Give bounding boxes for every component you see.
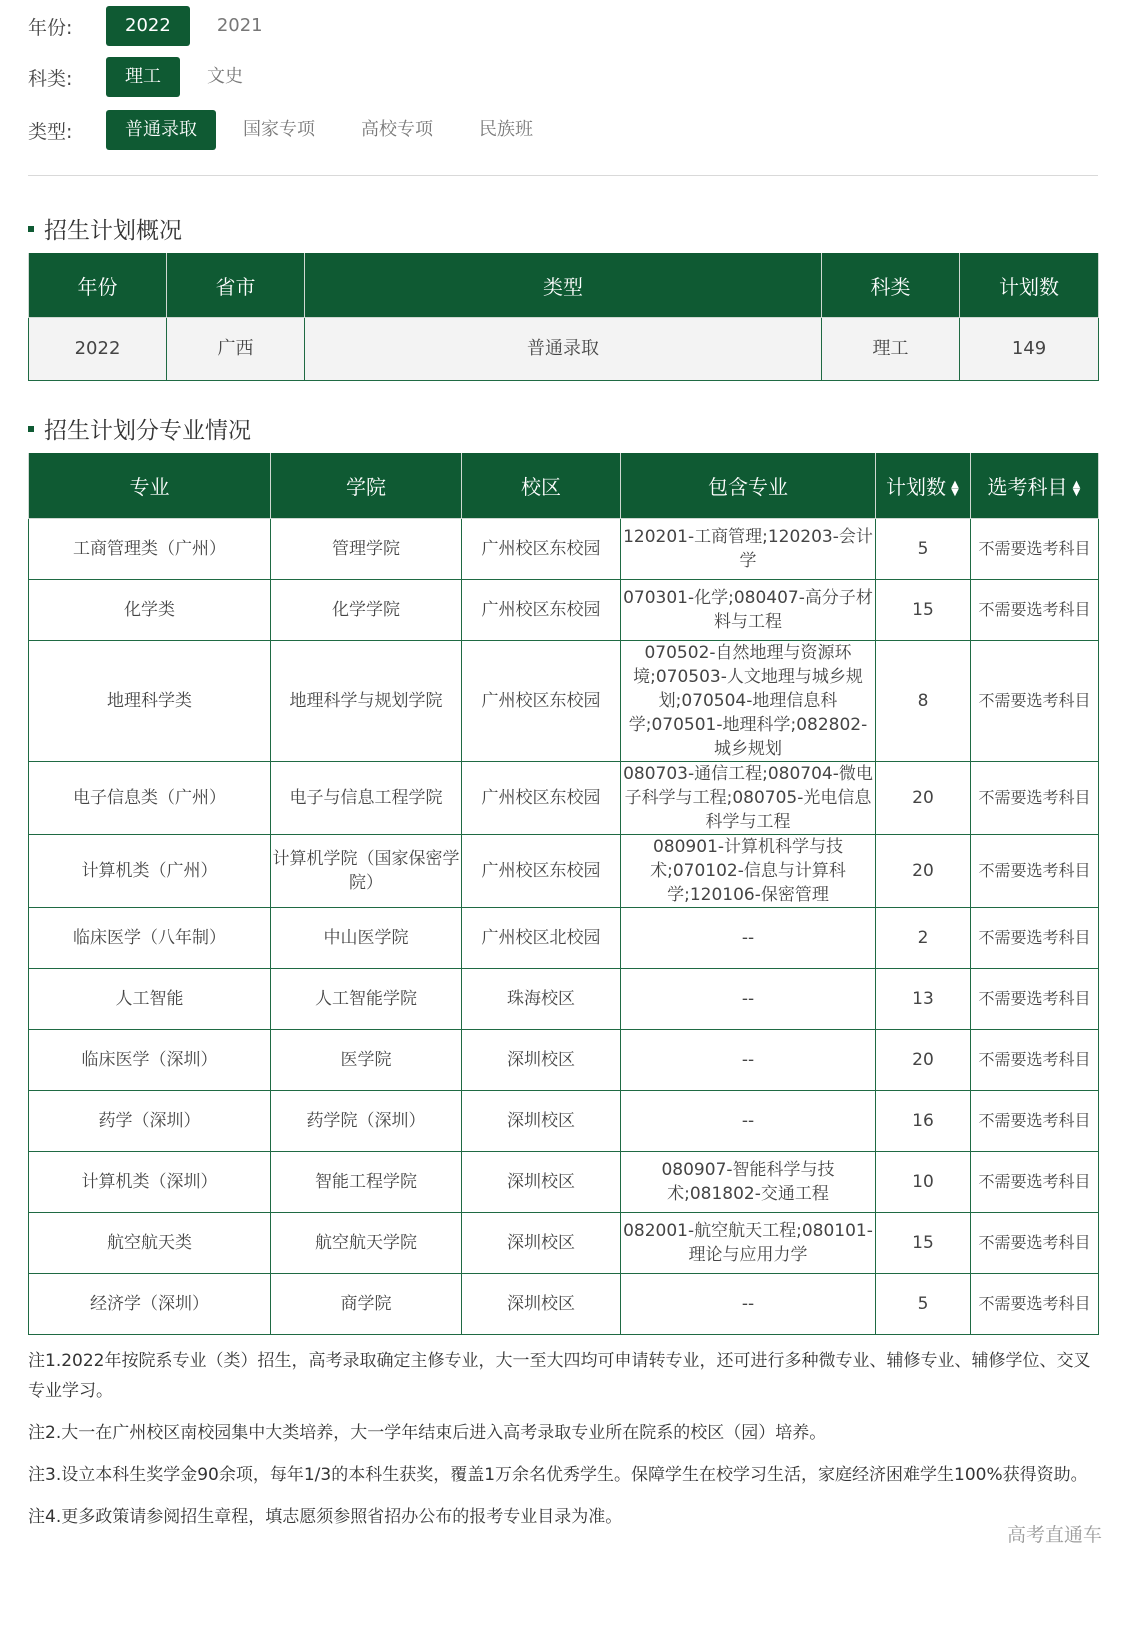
- cell-subjects: 不需要选考科目: [971, 1091, 1099, 1152]
- note-1: 注1.2022年按院系专业（类）招生，高考录取确定主修专业，大一至大四均可申请转专业，还可进行多种微专业、辅修专业、辅修学位、交叉专业学习。: [28, 1351, 1091, 1401]
- majors-header-row: [29, 453, 1099, 519]
- cell-included: 080703-通信工程;080704-微电子科学与工程;080705-光电信息科学与工程: [621, 762, 876, 835]
- chip-subject-arts[interactable]: 文史: [207, 66, 243, 87]
- overview-header-year: 年份: [29, 253, 167, 318]
- cell-college: 航空航天学院: [271, 1213, 462, 1274]
- divider: [28, 175, 1098, 176]
- cell-college: 药学院（深圳）: [271, 1091, 462, 1152]
- section-marker-icon: [28, 426, 34, 432]
- cell-subjects: 不需要选考科目: [971, 1030, 1099, 1091]
- cell-included: 120201-工商管理;120203-会计学: [621, 519, 876, 580]
- table-row: [29, 1091, 1099, 1152]
- cell-included: 070301-化学;080407-高分子材料与工程: [621, 580, 876, 641]
- cell-subjects: 不需要选考科目: [971, 519, 1099, 580]
- overview-cell-year: 2022: [29, 318, 167, 381]
- majors-header-plan-label: 计划数: [886, 475, 946, 499]
- cell-plan: 15: [876, 580, 971, 641]
- table-row: [29, 969, 1099, 1030]
- overview-cell-province: 广西: [167, 318, 305, 381]
- table-row: [29, 835, 1099, 908]
- cell-campus: 广州校区东校园: [462, 762, 621, 835]
- cell-included: --: [621, 908, 876, 969]
- table-row: [29, 318, 1099, 381]
- majors-header-college: 学院: [271, 453, 462, 519]
- cell-included: --: [621, 1030, 876, 1091]
- cell-campus: 珠海校区: [462, 969, 621, 1030]
- section-marker-icon: [28, 226, 34, 232]
- cell-plan: 10: [876, 1152, 971, 1213]
- cell-campus: 广州校区北校园: [462, 908, 621, 969]
- overview-header-province: 省市: [167, 253, 305, 318]
- note-3: 注3.设立本科生奖学金90余项，每年1/3的本科生获奖，覆盖1万余名优秀学生。保障学生在校学习生活，家庭经济困难学生100%获得资助。: [28, 1465, 1088, 1485]
- overview-cell-plan: 149: [960, 318, 1099, 381]
- majors-title: 招生计划分专业情况: [44, 418, 251, 444]
- note-2: 注2.大一在广州校区南校园集中大类培养，大一学年结束后进入高考录取专业所在院系的校区（园）培养。: [28, 1423, 827, 1443]
- cell-campus: 广州校区东校园: [462, 580, 621, 641]
- overview-table: [28, 253, 1099, 381]
- table-row: [29, 908, 1099, 969]
- table-row: [29, 762, 1099, 835]
- majors-header-major: 专业: [29, 453, 271, 519]
- cell-plan: 16: [876, 1091, 971, 1152]
- cell-campus: 广州校区东校园: [462, 519, 621, 580]
- cell-college: 电子与信息工程学院: [271, 762, 462, 835]
- majors-body: [29, 519, 1099, 1335]
- cell-major: 化学类: [29, 580, 271, 641]
- majors-header-campus: 校区: [462, 453, 621, 519]
- cell-major: 人工智能: [29, 969, 271, 1030]
- cell-plan: 2: [876, 908, 971, 969]
- cell-subjects: 不需要选考科目: [971, 641, 1099, 762]
- sort-icon[interactable]: ▲ ▼: [1072, 478, 1081, 498]
- chip-type-national[interactable]: 国家专项: [243, 119, 315, 140]
- cell-included: 080907-智能科学与技术;081802-交通工程: [621, 1152, 876, 1213]
- cell-college: 地理科学与规划学院: [271, 641, 462, 762]
- cell-campus: 深圳校区: [462, 1152, 621, 1213]
- majors-header-plan[interactable]: [876, 453, 971, 519]
- cell-subjects: 不需要选考科目: [971, 1274, 1099, 1335]
- cell-major: 地理科学类: [29, 641, 271, 762]
- cell-subjects: 不需要选考科目: [971, 969, 1099, 1030]
- overview-cell-type: 普通录取: [305, 318, 822, 381]
- cell-campus: 深圳校区: [462, 1030, 621, 1091]
- cell-plan: 5: [876, 1274, 971, 1335]
- cell-major: 电子信息类（广州）: [29, 762, 271, 835]
- cell-major: 药学（深圳）: [29, 1091, 271, 1152]
- cell-subjects: 不需要选考科目: [971, 1213, 1099, 1274]
- chip-year-2021[interactable]: 2021: [216, 15, 263, 36]
- overview-header-row: [29, 253, 1099, 318]
- cell-subjects: 不需要选考科目: [971, 835, 1099, 908]
- cell-included: --: [621, 1091, 876, 1152]
- chip-type-university[interactable]: 高校专项: [361, 119, 433, 140]
- filter-row-type: [28, 110, 560, 150]
- overview-cell-subject: 理工: [822, 318, 960, 381]
- majors-header-subjects-label: 选考科目: [987, 475, 1068, 499]
- cell-included: 070502-自然地理与资源环境;070503-人文地理与城乡规划;070504-地理信息科学;070501-地理科学;082802-城乡规划: [621, 641, 876, 762]
- watermark: 高考直通车: [1006, 1524, 1102, 1546]
- majors-section-title: [28, 412, 251, 445]
- filter-row-year: [28, 6, 290, 46]
- cell-college: 计算机学院（国家保密学院）: [271, 835, 462, 908]
- cell-college: 智能工程学院: [271, 1152, 462, 1213]
- overview-title: 招生计划概况: [44, 218, 182, 244]
- cell-college: 化学学院: [271, 580, 462, 641]
- cell-subjects: 不需要选考科目: [971, 762, 1099, 835]
- cell-college: 管理学院: [271, 519, 462, 580]
- overview-section-title: [28, 212, 182, 245]
- cell-college: 商学院: [271, 1274, 462, 1335]
- cell-plan: 20: [876, 835, 971, 908]
- table-row: [29, 1274, 1099, 1335]
- cell-included: 080901-计算机科学与技术;070102-信息与计算科学;120106-保密管理: [621, 835, 876, 908]
- cell-included: --: [621, 969, 876, 1030]
- filter-row-subject: [28, 57, 270, 97]
- cell-plan: 20: [876, 1030, 971, 1091]
- cell-subjects: 不需要选考科目: [971, 580, 1099, 641]
- cell-subjects: 不需要选考科目: [971, 1152, 1099, 1213]
- cell-major: 临床医学（八年制）: [29, 908, 271, 969]
- cell-plan: 20: [876, 762, 971, 835]
- cell-plan: 15: [876, 1213, 971, 1274]
- cell-major: 经济学（深圳）: [29, 1274, 271, 1335]
- majors-header-subjects[interactable]: [971, 453, 1099, 519]
- table-row: [29, 1152, 1099, 1213]
- cell-college: 医学院: [271, 1030, 462, 1091]
- chip-year-2022[interactable]: 2022: [106, 6, 190, 46]
- cell-major: 计算机类（广州）: [29, 835, 271, 908]
- cell-campus: 深圳校区: [462, 1213, 621, 1274]
- cell-major: 计算机类（深圳）: [29, 1152, 271, 1213]
- filter-label-year: 年份:: [28, 16, 73, 39]
- chip-subject-science[interactable]: 理工: [106, 57, 180, 97]
- cell-major: 工商管理类（广州）: [29, 519, 271, 580]
- cell-plan: 13: [876, 969, 971, 1030]
- cell-campus: 广州校区东校园: [462, 835, 621, 908]
- cell-campus: 广州校区东校园: [462, 641, 621, 762]
- cell-college: 中山医学院: [271, 908, 462, 969]
- filter-label-subject: 科类:: [28, 67, 73, 90]
- chip-type-ethnic[interactable]: 民族班: [479, 119, 533, 140]
- table-row: [29, 519, 1099, 580]
- cell-included: --: [621, 1274, 876, 1335]
- cell-college: 人工智能学院: [271, 969, 462, 1030]
- cell-major: 临床医学（深圳）: [29, 1030, 271, 1091]
- overview-header-subject: 科类: [822, 253, 960, 318]
- chip-type-regular[interactable]: 普通录取: [106, 110, 216, 150]
- table-row: [29, 641, 1099, 762]
- cell-plan: 8: [876, 641, 971, 762]
- table-row: [29, 580, 1099, 641]
- cell-included: 082001-航空航天工程;080101-理论与应用力学: [621, 1213, 876, 1274]
- filter-label-type: 类型:: [28, 120, 73, 143]
- cell-campus: 深圳校区: [462, 1091, 621, 1152]
- cell-plan: 5: [876, 519, 971, 580]
- cell-subjects: 不需要选考科目: [971, 908, 1099, 969]
- cell-major: 航空航天类: [29, 1213, 271, 1274]
- sort-icon[interactable]: ▲ ▼: [951, 478, 959, 498]
- overview-header-plan: 计划数: [960, 253, 1099, 318]
- cell-campus: 深圳校区: [462, 1274, 621, 1335]
- table-row: [29, 1213, 1099, 1274]
- note-4: 注4.更多政策请参阅招生章程，填志愿须参照省招办公布的报考专业目录为准。: [28, 1507, 623, 1527]
- notes: [28, 1346, 1098, 1544]
- majors-header-included: 包含专业: [621, 453, 876, 519]
- table-row: [29, 1030, 1099, 1091]
- overview-header-type: 类型: [305, 253, 822, 318]
- majors-table: [28, 453, 1099, 1335]
